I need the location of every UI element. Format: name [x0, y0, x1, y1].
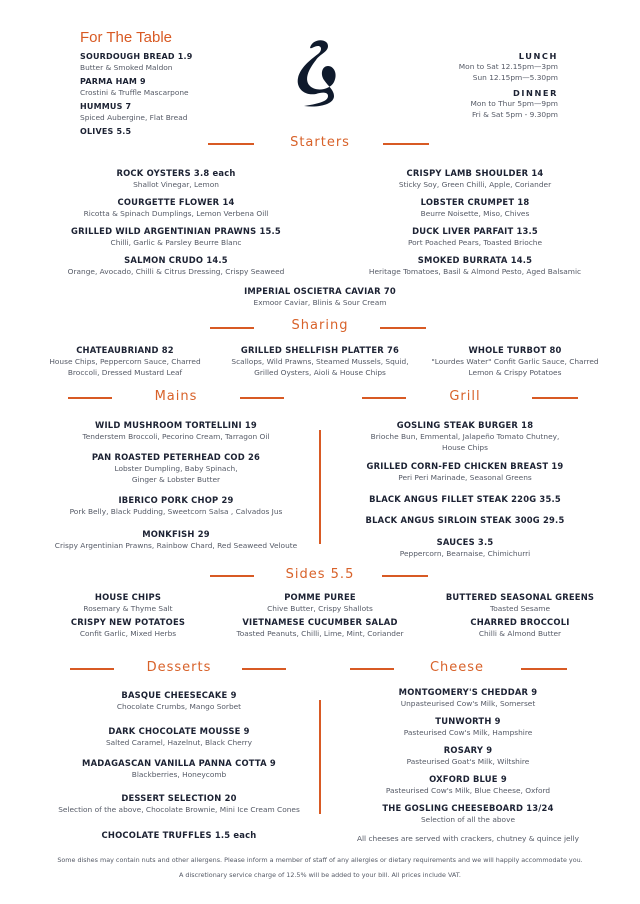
divider-rule — [350, 668, 394, 670]
menu-item-title: SALMON CRUDO 14.5 — [124, 255, 228, 265]
menu-item-title: PAN ROASTED PETERHEAD COD 26 — [91, 452, 261, 462]
divider-rule — [210, 327, 254, 329]
menu-item-desc: Butter & Smoked Maldon — [80, 63, 173, 72]
divider-rule — [240, 397, 284, 399]
menu-item — [170, 286, 470, 308]
hours-line: Sun 12.15pm—5.30pm — [472, 73, 558, 82]
menu-item-desc: Selection of all the above — [420, 815, 515, 824]
menu-item — [315, 494, 615, 505]
grill-heading: Grill — [449, 389, 481, 404]
menu-item — [318, 803, 618, 825]
menu-item-title: GRILLED CORN-FED CHICKEN BREAST 19 — [366, 461, 564, 471]
menu-item-title: IBERICO PORK CHOP 29 — [118, 495, 234, 505]
menu-item-title: SAUCES 3.5 — [436, 537, 494, 547]
menu-item-title: BUTTERED SEASONAL GREENS — [445, 592, 595, 602]
menu-item — [30, 793, 328, 815]
menu-item-desc: Toasted Sesame — [489, 604, 550, 613]
menu-item-desc: Lobster Dumpling, Baby Spinach, — [114, 464, 238, 473]
menu-item-desc: Pasteurised Cow's Milk, Blue Cheese, Oxford — [385, 786, 551, 795]
menu-item-desc: Peri Peri Marinade, Seasonal Greens — [398, 473, 532, 482]
divider-rule — [380, 327, 426, 329]
menu-item-title: DUCK LIVER PARFAIT 13.5 — [412, 226, 538, 236]
menu-item-desc: Chive Butter, Crispy Shallots — [267, 604, 373, 613]
menu-item-title: TUNWORTH 9 — [435, 716, 501, 726]
menu-item-title: GRILLED SHELLFISH PLATTER 76 — [240, 345, 400, 355]
menu-item-title: CRISPY LAMB SHOULDER 14 — [406, 168, 544, 178]
menu-item-desc: House Chips — [442, 443, 488, 452]
menu-item-desc: Rosemary & Thyme Salt — [83, 604, 173, 613]
menu-item — [318, 774, 618, 796]
menu-item-title: SMOKED BURRATA 14.5 — [417, 255, 533, 265]
menu-item-title: BLACK ANGUS SIRLOIN STEAK 300G 29.5 — [365, 515, 565, 525]
menu-item-title: MONTGOMERY'S CHEDDAR 9 — [398, 687, 538, 697]
menu-item-title: VIETNAMESE CUCUMBER SALAD — [242, 617, 398, 627]
menu-item — [26, 452, 326, 485]
dinner-heading: DINNER — [512, 88, 558, 98]
menu-item — [420, 592, 620, 614]
allergen-notice: Some dishes may contain nuts and other allergens. Please inform a member of staff of any allergies or dietary requirements and we will happily accommodate you. — [57, 856, 583, 864]
menu-item — [20, 168, 332, 190]
divider-rule — [70, 668, 114, 670]
menu-item — [30, 830, 328, 841]
menu-item-title: CHARRED BROCCOLI — [470, 617, 570, 627]
menu-item-desc: House Chips, Peppercorn Sauce, Charred — [49, 357, 201, 366]
menu-item-title: LOBSTER CRUMPET 18 — [420, 197, 530, 207]
menu-item — [25, 345, 225, 378]
menu-item-desc: Confit Garlic, Mixed Herbs — [79, 629, 177, 638]
menu-item-desc: Port Poached Pears, Toasted Brioche — [407, 238, 543, 247]
divider-rule — [383, 143, 429, 145]
menu-item — [26, 495, 326, 517]
hours-line: Mon to Thur 5pm—9pm — [470, 99, 558, 108]
menu-item-title: HUMMUS 7 — [80, 102, 132, 111]
opening-hours — [358, 51, 558, 120]
sharing-heading: Sharing — [291, 318, 349, 333]
menu-item — [320, 255, 630, 277]
menu-item-desc: Selection of the above, Chocolate Brownie, Mini Ice Cream Cones — [58, 805, 300, 814]
menu-item-title: MONKFISH 29 — [142, 529, 210, 539]
menu-item-title: DARK CHOCOLATE MOUSSE 9 — [108, 726, 250, 736]
sides-heading: Sides 5.5 — [285, 567, 355, 582]
menu-item-desc: Ricotta & Spinach Dumplings, Lemon Verbena Oill — [83, 209, 269, 218]
mains-heading: Mains — [154, 389, 198, 404]
menu-item-desc: Toasted Peanuts, Chilli, Lime, Mint, Coriander — [236, 629, 404, 638]
divider-rule — [208, 143, 254, 145]
menu-item-title: POMME PUREE — [284, 592, 356, 602]
cheese-note — [318, 833, 618, 844]
menu-item — [320, 197, 630, 219]
menu-item-desc: "Lourdes Water" Confit Garlic Sauce, Charred — [431, 357, 599, 366]
divider-rule — [382, 575, 428, 577]
for-the-table-list — [80, 51, 193, 137]
menu-item — [26, 529, 326, 551]
menu-item-title: GOSLING STEAK BURGER 18 — [396, 420, 534, 430]
for-the-table-heading: For The Table — [80, 29, 172, 46]
menu-item — [40, 617, 216, 639]
menu-item-title: CRISPY NEW POTATOES — [70, 617, 186, 627]
divider-rule — [521, 668, 567, 670]
menu-item-desc: Ginger & Lobster Butter — [131, 475, 221, 484]
menu-item — [40, 592, 216, 614]
menu-item-title: DESSERT SELECTION 20 — [121, 793, 237, 803]
hours-line: Fri & Sat 5pm - 9.30pm — [471, 110, 558, 119]
menu-item-desc: Chocolate Crumbs, Mango Sorbet — [116, 702, 242, 711]
menu-item-title: CHOCOLATE TRUFFLES 1.5 each — [101, 830, 257, 840]
menu-item-title: ROCK OYSTERS 3.8 each — [116, 168, 236, 178]
menu-item — [26, 420, 326, 442]
menu-item — [30, 758, 328, 780]
menu-item-desc: Grilled Oysters, Aioli & House Chips — [254, 368, 386, 377]
hours-line: Mon to Sat 12.15pm—3pm — [458, 62, 558, 71]
menu-item-desc: Pasteurised Cow's Milk, Hampshire — [403, 728, 533, 737]
menu-item-desc: Pork Belly, Black Pudding, Sweetcorn Salsa , Calvados Jus — [69, 507, 283, 516]
menu-item-desc: Exmoor Caviar, Blinis & Sour Cream — [253, 298, 387, 307]
menu-item-desc: Salted Caramel, Hazelnut, Black Cherry — [105, 738, 253, 747]
menu-item-desc: Scallops, Wild Prawns, Steamed Mussels, Squid, — [231, 357, 409, 366]
menu-item-title: MADAGASCAN VANILLA PANNA COTTA 9 — [82, 758, 276, 768]
menu-item-desc: Beurre Noisette, Miso, Chives — [420, 209, 530, 218]
menu-item-title: BASQUE CHEESECAKE 9 — [121, 690, 237, 700]
menu-item-desc: Crispy Argentinian Prawns, Rainbow Chard, Red Seaweed Veloute — [54, 541, 298, 550]
menu-item — [315, 515, 615, 526]
menu-item-desc: Chilli, Garlic & Parsley Beurre Blanc — [110, 238, 242, 247]
menu-item-desc: Sticky Soy, Green Chilli, Apple, Coriander — [398, 180, 552, 189]
menu-item — [210, 592, 430, 614]
menu-item — [318, 745, 618, 767]
menu-item-desc: Spiced Aubergine, Flat Bread — [80, 113, 188, 122]
menu-item-desc: Orange, Avocado, Chilli & Citrus Dressing, Crispy Seaweed — [67, 267, 285, 276]
menu-item — [318, 687, 618, 709]
menu-item-desc: Crostini & Truffle Mascarpone — [80, 88, 189, 97]
menu-item — [315, 420, 615, 453]
menu-item-desc: Brioche Bun, Emmental, Jalapeño Tomato Chutney, — [370, 432, 560, 441]
gosling-logo-icon — [290, 36, 350, 112]
service-charge-notice: A discretionary service charge of 12.5% will be added to your bill. All prices include VAT. — [179, 871, 461, 879]
menu-item-title: THE GOSLING CHEESEBOARD 13/24 — [382, 803, 554, 813]
menu-item-desc: Blackberries, Honeycomb — [131, 770, 227, 779]
menu-item-title: ROSARY 9 — [443, 745, 493, 755]
menu-item — [420, 617, 620, 639]
menu-item — [410, 345, 620, 378]
menu-item-title: GRILLED WILD ARGENTINIAN PRAWNS 15.5 — [71, 226, 281, 236]
divider-rule — [362, 397, 406, 399]
divider-rule — [242, 668, 286, 670]
menu-item — [215, 345, 425, 378]
divider-rule — [210, 575, 254, 577]
lunch-heading: LUNCH — [518, 51, 558, 61]
menu-item — [20, 197, 332, 219]
menu-item — [20, 255, 332, 277]
cheese-note-text: All cheeses are served with crackers, chutney & quince jelly — [356, 834, 580, 843]
menu-item-title: PARMA HAM 9 — [80, 77, 146, 86]
starters-heading: Starters — [290, 135, 350, 150]
menu-item — [315, 461, 615, 483]
menu-item-desc: Tenderstem Broccoli, Pecorino Cream, Tarragon Oil — [82, 432, 270, 441]
cheese-heading: Cheese — [429, 660, 485, 675]
menu-item-title: WILD MUSHROOM TORTELLINI 19 — [95, 420, 257, 430]
menu-item-title: OLIVES 5.5 — [80, 127, 132, 136]
menu-item-desc: Peppercorn, Bearnaise, Chimichurri — [399, 549, 531, 558]
menu-item — [318, 716, 618, 738]
divider-rule — [68, 397, 112, 399]
menu-item-title: OXFORD BLUE 9 — [429, 774, 507, 784]
menu-item-desc: Pasteurised Goat's Milk, Wiltshire — [406, 757, 530, 766]
menu-item — [30, 690, 328, 712]
menu-item-title: WHOLE TURBOT 80 — [468, 345, 562, 355]
menu-item-desc: Heritage Tomatoes, Basil & Almond Pesto, Aged Balsamic — [368, 267, 582, 276]
menu-item-desc: Broccoli, Dressed Mustard Leaf — [67, 368, 183, 377]
menu-item — [210, 617, 430, 639]
menu-item — [30, 726, 328, 748]
menu-item-title: CHATEAUBRIAND 82 — [76, 345, 174, 355]
menu-item-title: SOURDOUGH BREAD 1.9 — [80, 52, 193, 61]
menu-item-title: HOUSE CHIPS — [94, 592, 162, 602]
menu-item — [315, 537, 615, 559]
menu-item — [320, 226, 630, 248]
menu-item-desc: Shallot Vinegar, Lemon — [133, 180, 219, 189]
desserts-heading: Desserts — [146, 660, 212, 675]
menu-item — [20, 226, 332, 248]
menu-item — [320, 168, 630, 190]
divider-rule — [532, 397, 578, 399]
menu-item-desc: Unpasteurised Cow's Milk, Somerset — [400, 699, 536, 708]
menu-item-title: BLACK ANGUS FILLET STEAK 220G 35.5 — [369, 494, 561, 504]
menu-item-title: COURGETTE FLOWER 14 — [117, 197, 235, 207]
menu-item-desc: Chilli & Almond Butter — [478, 629, 562, 638]
menu-item-title: IMPERIAL OSCIETRA CAVIAR 70 — [244, 286, 396, 296]
menu-item-desc: Lemon & Crispy Potatoes — [468, 368, 562, 377]
